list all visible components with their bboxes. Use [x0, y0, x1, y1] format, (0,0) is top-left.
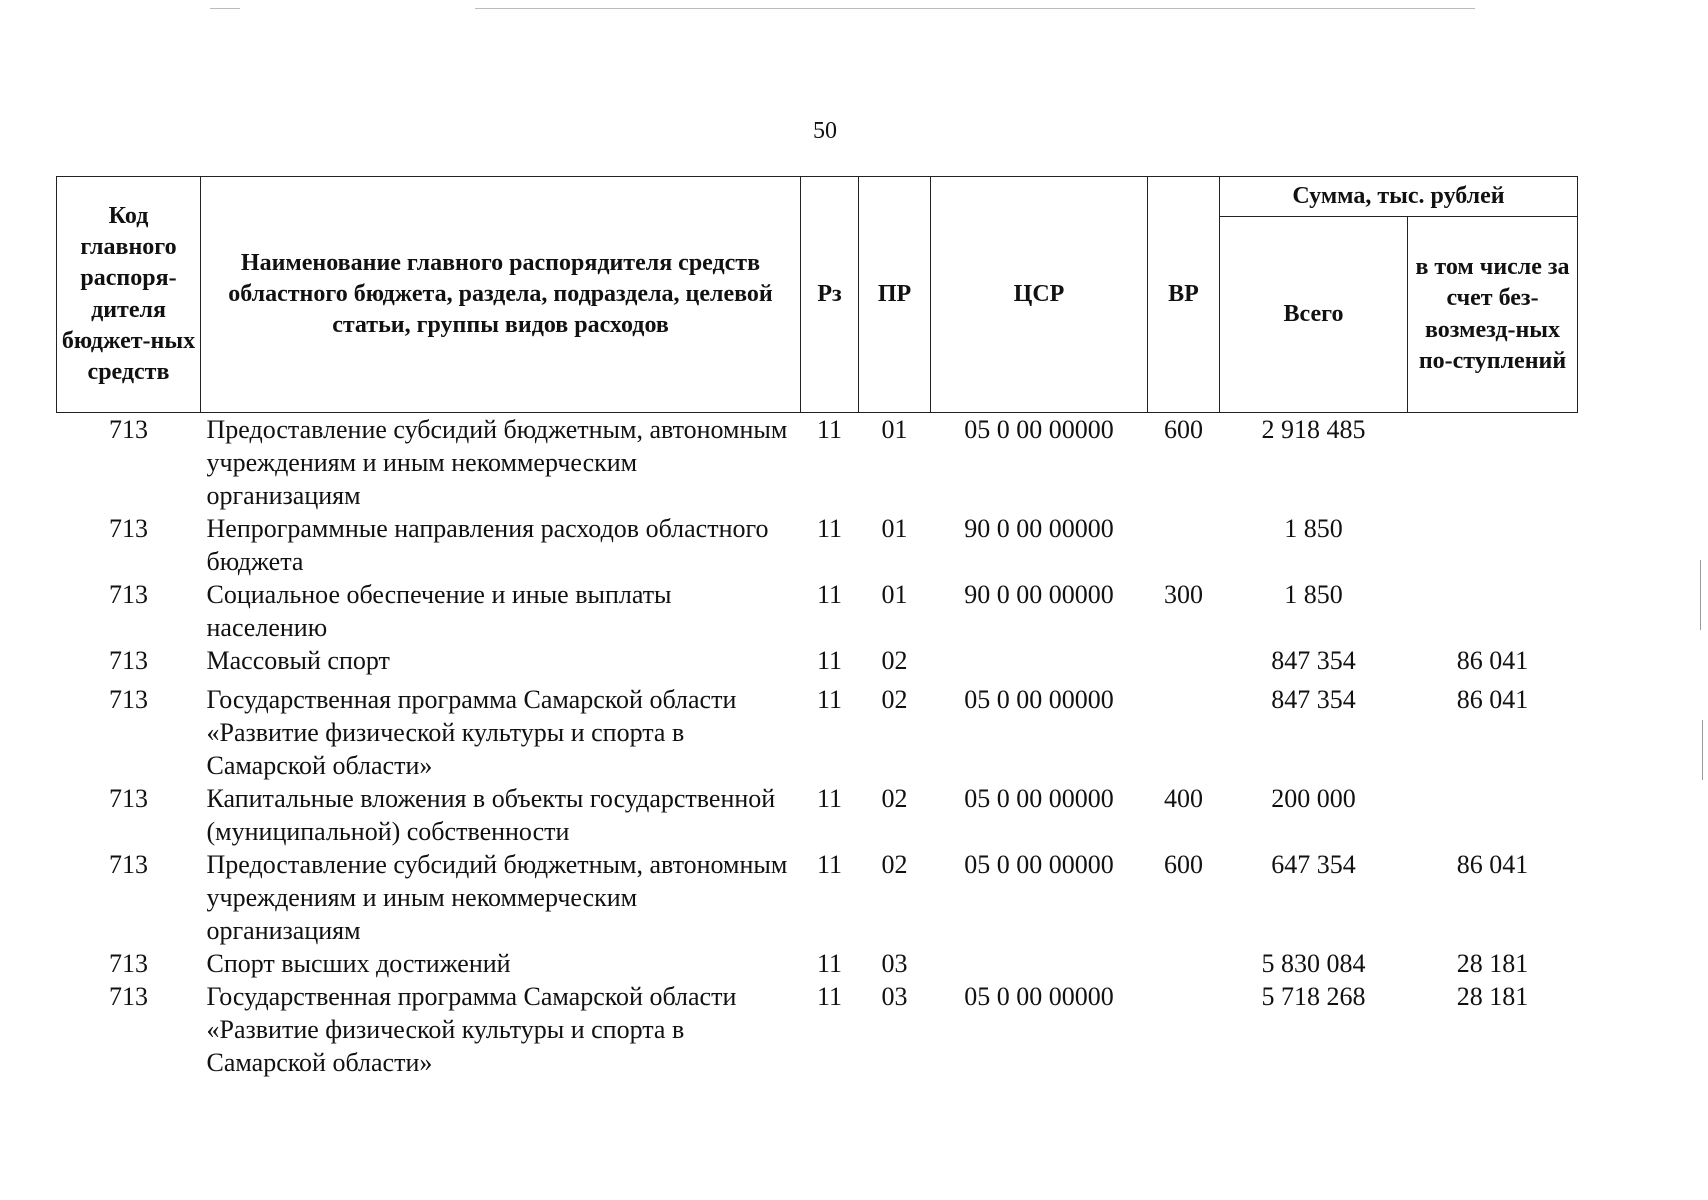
- cell-pr: 03: [881, 982, 908, 1011]
- cell-free: [1408, 512, 1578, 578]
- cell-rz: 11: [816, 850, 843, 879]
- cell-total: 1 850: [1284, 580, 1343, 609]
- cell-free: [1408, 782, 1578, 848]
- table-row: [57, 512, 1578, 578]
- cell-total: 1 850: [1284, 514, 1343, 543]
- table-row: [57, 947, 1578, 980]
- scan-artifact-right-edge: [1700, 560, 1701, 630]
- cell-name: Непрограммные направления расходов областного бюджета: [206, 514, 769, 576]
- cell-code: 713: [109, 514, 148, 543]
- cell-name: Социальное обеспечение и иные выплаты населению: [206, 580, 672, 642]
- cell-code: 713: [109, 415, 148, 444]
- header-pr: ПР: [859, 177, 931, 413]
- cell-pr: 02: [881, 685, 908, 714]
- cell-vr: [1148, 980, 1220, 1079]
- header-total: Всего: [1220, 217, 1408, 413]
- table-row: [57, 644, 1578, 677]
- cell-total: 5 718 268: [1261, 982, 1366, 1011]
- cell-csr: 05 0 00 00000: [964, 415, 1114, 444]
- cell-pr: 03: [881, 949, 908, 978]
- cell-code: 713: [109, 646, 148, 675]
- cell-pr: 01: [881, 415, 908, 444]
- cell-total: 847 354: [1271, 685, 1356, 714]
- table-row: [57, 848, 1578, 947]
- cell-total: 847 354: [1271, 646, 1356, 675]
- cell-vr: 300: [1164, 580, 1203, 609]
- cell-code: 713: [109, 580, 148, 609]
- cell-name: Массовый спорт: [206, 646, 390, 675]
- cell-rz: 11: [816, 982, 843, 1011]
- table-header: [57, 177, 1578, 413]
- cell-csr: 05 0 00 00000: [964, 685, 1114, 714]
- cell-csr: [931, 947, 1148, 980]
- cell-pr: 02: [881, 646, 908, 675]
- cell-csr: 05 0 00 00000: [964, 850, 1114, 879]
- cell-pr: 01: [881, 514, 908, 543]
- budget-table: [56, 176, 1578, 1079]
- cell-code: 713: [109, 982, 148, 1011]
- cell-code: 713: [109, 685, 148, 714]
- header-csr: ЦСР: [931, 177, 1148, 413]
- cell-free: 86 041: [1456, 685, 1529, 714]
- cell-csr: 05 0 00 00000: [964, 982, 1114, 1011]
- cell-name: Спорт высших достижений: [206, 949, 511, 978]
- cell-free: 28 181: [1456, 949, 1529, 978]
- cell-rz: 11: [816, 580, 843, 609]
- cell-csr: [931, 644, 1148, 677]
- cell-rz: 11: [816, 784, 843, 813]
- cell-code: 713: [109, 784, 148, 813]
- header-free: в том числе за счет без-возмезд-ных по-ступлений: [1408, 217, 1578, 413]
- cell-pr: 02: [881, 784, 908, 813]
- cell-name: Предоставление субсидий бюджетным, автономным учреждениям и иным некоммерческим организациям: [206, 850, 788, 945]
- cell-rz: 11: [816, 685, 843, 714]
- cell-code: 713: [109, 949, 148, 978]
- cell-vr: [1148, 947, 1220, 980]
- cell-vr: [1148, 644, 1220, 677]
- table-row: [57, 782, 1578, 848]
- table-row: [57, 677, 1578, 782]
- cell-code: 713: [109, 850, 148, 879]
- cell-total: 200 000: [1271, 784, 1356, 813]
- cell-name: Государственная программа Самарской области «Развитие физической культуры и спорта в Самарской области»: [206, 982, 737, 1077]
- cell-csr: 90 0 00 00000: [964, 580, 1114, 609]
- cell-rz: 11: [816, 646, 843, 675]
- cell-pr: 02: [881, 850, 908, 879]
- header-sum-group: Сумма, тыс. рублей: [1220, 177, 1578, 217]
- cell-free: 86 041: [1456, 850, 1529, 879]
- cell-pr: 01: [881, 580, 908, 609]
- cell-free: 86 041: [1456, 646, 1529, 675]
- cell-vr: 400: [1164, 784, 1203, 813]
- cell-name: Капитальные вложения в объекты государственной (муниципальной) собственности: [206, 784, 776, 846]
- cell-free: [1408, 413, 1578, 513]
- cell-vr: 600: [1164, 850, 1203, 879]
- table-row: [57, 980, 1578, 1079]
- cell-csr: 90 0 00 00000: [964, 514, 1114, 543]
- cell-rz: 11: [816, 949, 843, 978]
- cell-total: 5 830 084: [1261, 949, 1366, 978]
- cell-rz: 11: [816, 415, 843, 444]
- scan-artifact-top-right: [475, 8, 1475, 9]
- cell-total: 2 918 485: [1261, 415, 1366, 444]
- header-name: Наименование главного распорядителя средств областного бюджета, раздела, подраздела, целевой статьи, группы видов расходов: [201, 177, 801, 413]
- scan-artifact-top-left: [210, 8, 240, 9]
- cell-free: [1408, 578, 1578, 644]
- header-code: Код главного распоря-дителя бюджет-ных средств: [57, 177, 201, 413]
- cell-total: 647 354: [1271, 850, 1356, 879]
- cell-csr: 05 0 00 00000: [964, 784, 1114, 813]
- header-vr: ВР: [1148, 177, 1220, 413]
- table-body: [57, 413, 1578, 1080]
- header-rz: Рз: [801, 177, 859, 413]
- cell-vr: [1148, 512, 1220, 578]
- cell-name: Государственная программа Самарской области «Развитие физической культуры и спорта в Самарской области»: [206, 685, 737, 780]
- table-row: [57, 413, 1578, 513]
- cell-rz: 11: [816, 514, 843, 543]
- cell-free: 28 181: [1456, 982, 1529, 1011]
- cell-vr: [1148, 677, 1220, 782]
- cell-vr: 600: [1164, 415, 1203, 444]
- cell-name: Предоставление субсидий бюджетным, автономным учреждениям и иным некоммерческим организациям: [206, 415, 788, 510]
- table-row: [57, 578, 1578, 644]
- scan-artifact-right-edge-2: [1702, 720, 1703, 780]
- page-number: 50: [813, 118, 837, 144]
